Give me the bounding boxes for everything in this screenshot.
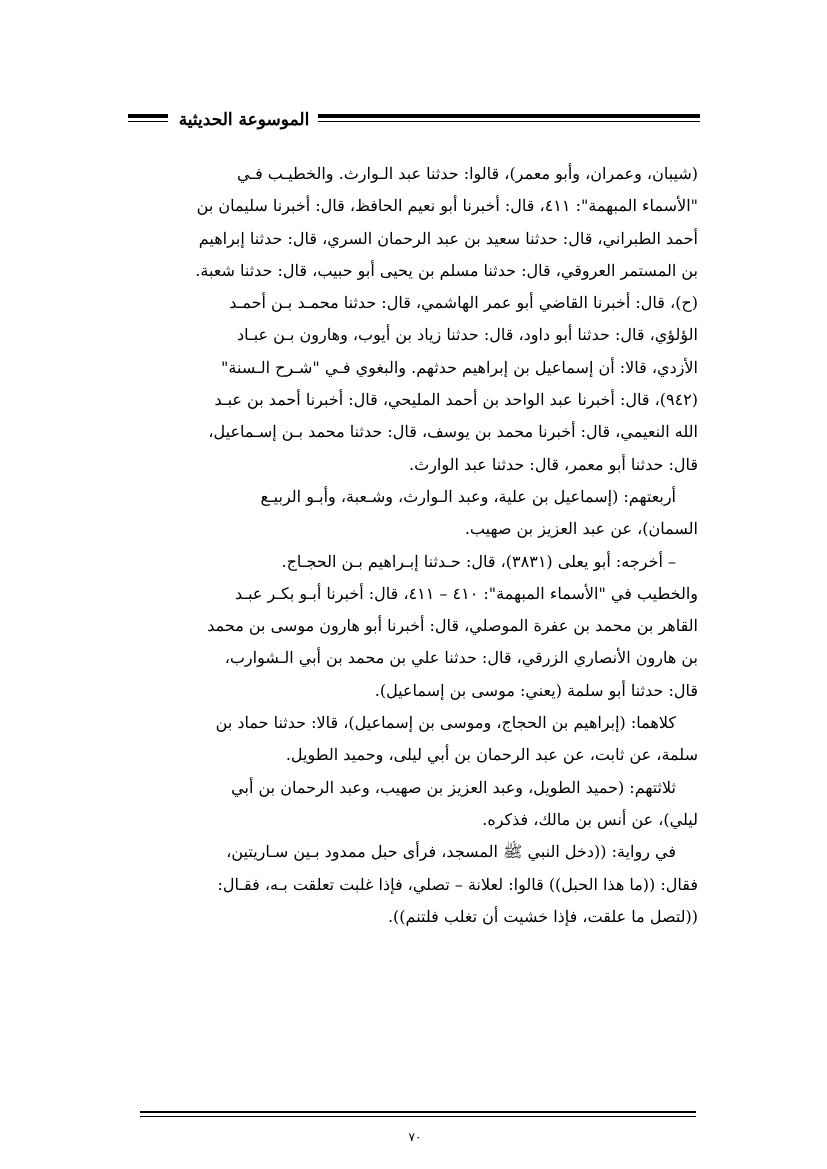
paragraph	[132, 578, 698, 707]
text-line: قال: حدثنا أبو معمر، قال: حدثنا عبد الوارث.	[409, 454, 698, 474]
header-rule-right-thick	[318, 114, 700, 118]
paragraph	[132, 546, 698, 578]
text-line: ليلي)، عن أنس بن مالك، فذكره.	[482, 809, 698, 829]
text-line: في رواية: ((دخل النبي ﷺ المسجد، فرأى حبل ممدود بـين سـاريتين،	[226, 842, 676, 862]
text-line: القاهر بن محمد بن عفرة الموصلي، قال: أخبرنا أبو هارون موسى بن محمد	[207, 616, 698, 636]
header-rule-right-thin	[318, 121, 700, 122]
text-line: الله النعيمي، قال: أخبرنا محمد بن يوسف، قال: حدثنا محمد بـن إسـماعيل،	[208, 422, 698, 442]
paragraph	[132, 772, 698, 837]
paragraph	[132, 836, 698, 933]
text-line: ((لتصل ما علقت، فإذا خشيت أن تغلب فلتنم)).	[387, 906, 698, 926]
text-line: والخطيب في "الأسماء المبهمة": ٤١٠ – ٤١١، قال: أخبرنا أبـو بكـر عبـد	[234, 583, 698, 603]
text-line: (شيبان، وعمران، وأبو معمر)، قالوا: حدثنا عبد الـوارث. والخطيـب فـي	[237, 164, 698, 183]
header-rule-left-thin	[128, 121, 168, 122]
text-line: الؤلؤي، قال: حدثنا أبو داود، قال: حدثنا زياد بن أيوب، وهارون بـن عبـاد	[237, 325, 698, 345]
paragraph	[132, 707, 698, 772]
text-line: – أخرجه: أبو يعلى (٣٨٣١)، قال: حـدثنا إبـراهيم بـن الحجـاج.	[281, 551, 676, 571]
text-line: أحمد الطبراني، قال: حدثنا سعيد بن عبد الرحمان السري، قال: حدثنا إبراهيم	[198, 228, 698, 248]
text-line: فقال: ((ما هذا الحبل)) قالوا: لعلانة – تصلي، فإذا غلبت تعلقت بـه، فقـال:	[217, 874, 698, 894]
header-title: الموسوعة الحديثية	[178, 110, 310, 130]
text-line: قال: حدثنا أبو سلمة (يعني: موسى بن إسماعيل).	[374, 680, 698, 700]
paragraph	[132, 158, 698, 481]
header-rule-left-thick	[128, 114, 168, 118]
text-line: السمان)، عن عبد العزيز بن صهيب.	[464, 519, 698, 539]
text-line: (٩٤٢)، قال: أخبرنا عبد الواحد بن أحمد المليحي، قال: أخبرنا أحمد بن عبـد	[214, 390, 698, 410]
text-line: "الأسماء المبهمة": ٤١١، قال: أخبرنا أبو نعيم الحافظ، قال: أخبرنا سليمان بن	[196, 196, 698, 216]
document-body	[132, 158, 698, 933]
footer-rule-thick	[140, 1111, 696, 1113]
text-line: بن المستمر العروقي، قال: حدثنا مسلم بن يحيى أبو حبيب، قال: حدثنا شعبة.	[195, 260, 698, 280]
text-line: كلاهما: (إبراهيم بن الحجاج، وموسى بن إسماعيل)، قالا: حدثنا حماد بن	[215, 713, 676, 733]
paragraph	[132, 481, 698, 546]
text-line: (ح)، قال: أخبرنا القاضي أبو عمر الهاشمي، قال: حدثنا محمـد بـن أحمـد	[229, 293, 698, 313]
text-line: سلمة، عن ثابت، عن عبد الرحمان بن أبي ليلى، وحميد الطويل.	[285, 745, 698, 765]
text-line: أربعتهم: (إسماعيل بن علية، وعبد الـوارث، وشـعبة، وأبـو الربيـع	[260, 486, 676, 506]
text-line: ثلاثتهم: (حميد الطويل، وعبد العزيز بن صهيب، وعبد الرحمان بن أبي	[231, 777, 676, 797]
page-header	[128, 108, 700, 132]
text-line: بن هارون الأنصاري الزرقي، قال: حدثنا علي بن محمد بن أبي الـشوارب،	[224, 648, 698, 668]
footer-rule-thin	[140, 1116, 696, 1117]
text-line: الأزدي، قالا: أن إسماعيل بن إبراهيم حدثهم. والبغوي فـي "شـرح الـسنة"	[221, 357, 698, 377]
page-number: ٧٠	[408, 1130, 422, 1144]
